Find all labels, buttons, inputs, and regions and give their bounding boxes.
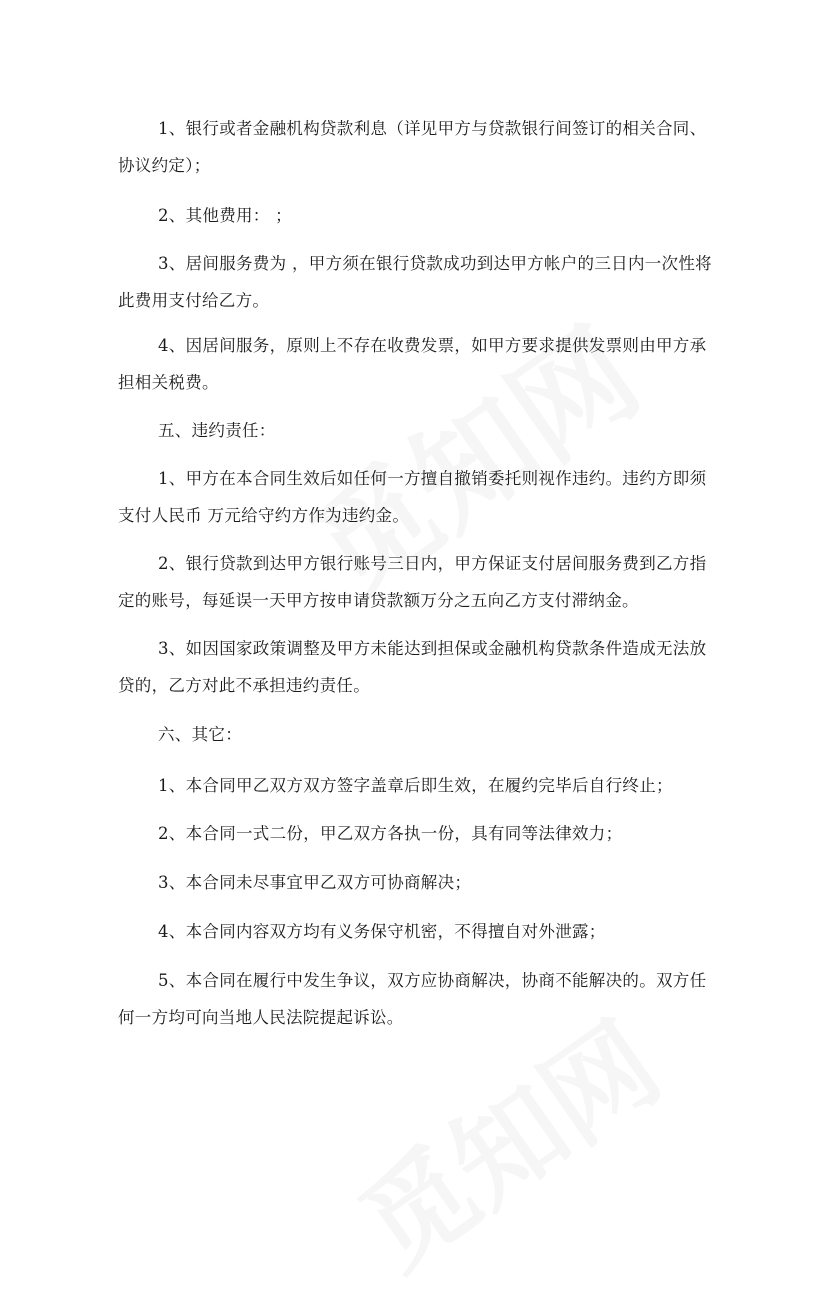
paragraph-fee-interest: 1、银行或者金融机构贷款利息（详见甲方与贷款银行间签订的相关合同、协议约定）； — [118, 119, 707, 175]
paragraph-breach-1: 1、甲方在本合同生效后如任何一方擅自撤销委托则视作违约。违约方即须支付人民币 万元给守约方作为违约金。 — [118, 469, 707, 525]
paragraph-other-2: 2、本合同一式二份，甲乙双方各执一份，具有同等法律效力； — [158, 824, 623, 843]
paragraph-fee-other: 2、其他费用： ； — [158, 206, 292, 225]
paragraph-other-4: 4、本合同内容双方均有义务保守机密，不得擅自对外泄露； — [158, 922, 606, 941]
paragraph-other-5: 5、本合同在履行中发生争议，双方应协商解决，协商不能解决的。双方任何一方均可向当地人民法院提起诉讼。 — [118, 971, 707, 1027]
paragraph-breach-3: 3、如因国家政策调整及甲方未能达到担保或金融机构贷款条件造成无法放贷的，乙方对此不承担违约责任。 — [118, 639, 707, 695]
paragraph-other-3: 3、本合同未尽事宜甲乙双方可协商解决； — [158, 873, 472, 892]
paragraph-fee-invoice: 4、因居间服务，原则上不存在收费发票，如甲方要求提供发票则由甲方承担相关税费。 — [118, 336, 707, 392]
paragraph-other-1: 1、本合同甲乙双方双方签字盖章后即生效，在履约完毕后自行终止； — [158, 776, 673, 795]
section-heading-breach: 五、违约责任： — [158, 421, 276, 440]
paragraph-breach-2: 2、银行贷款到达甲方银行账号三日内，甲方保证支付居间服务费到乙方指定的账号，每延误一天甲方按申请贷款额万分之五向乙方支付滞纳金。 — [118, 554, 707, 610]
paragraph-fee-service: 3、居间服务费为 ，甲方须在银行贷款成功到达甲方帐户的三日内一次性将此费用支付给乙方。 — [118, 254, 712, 310]
section-heading-other: 六、其它： — [158, 725, 242, 744]
